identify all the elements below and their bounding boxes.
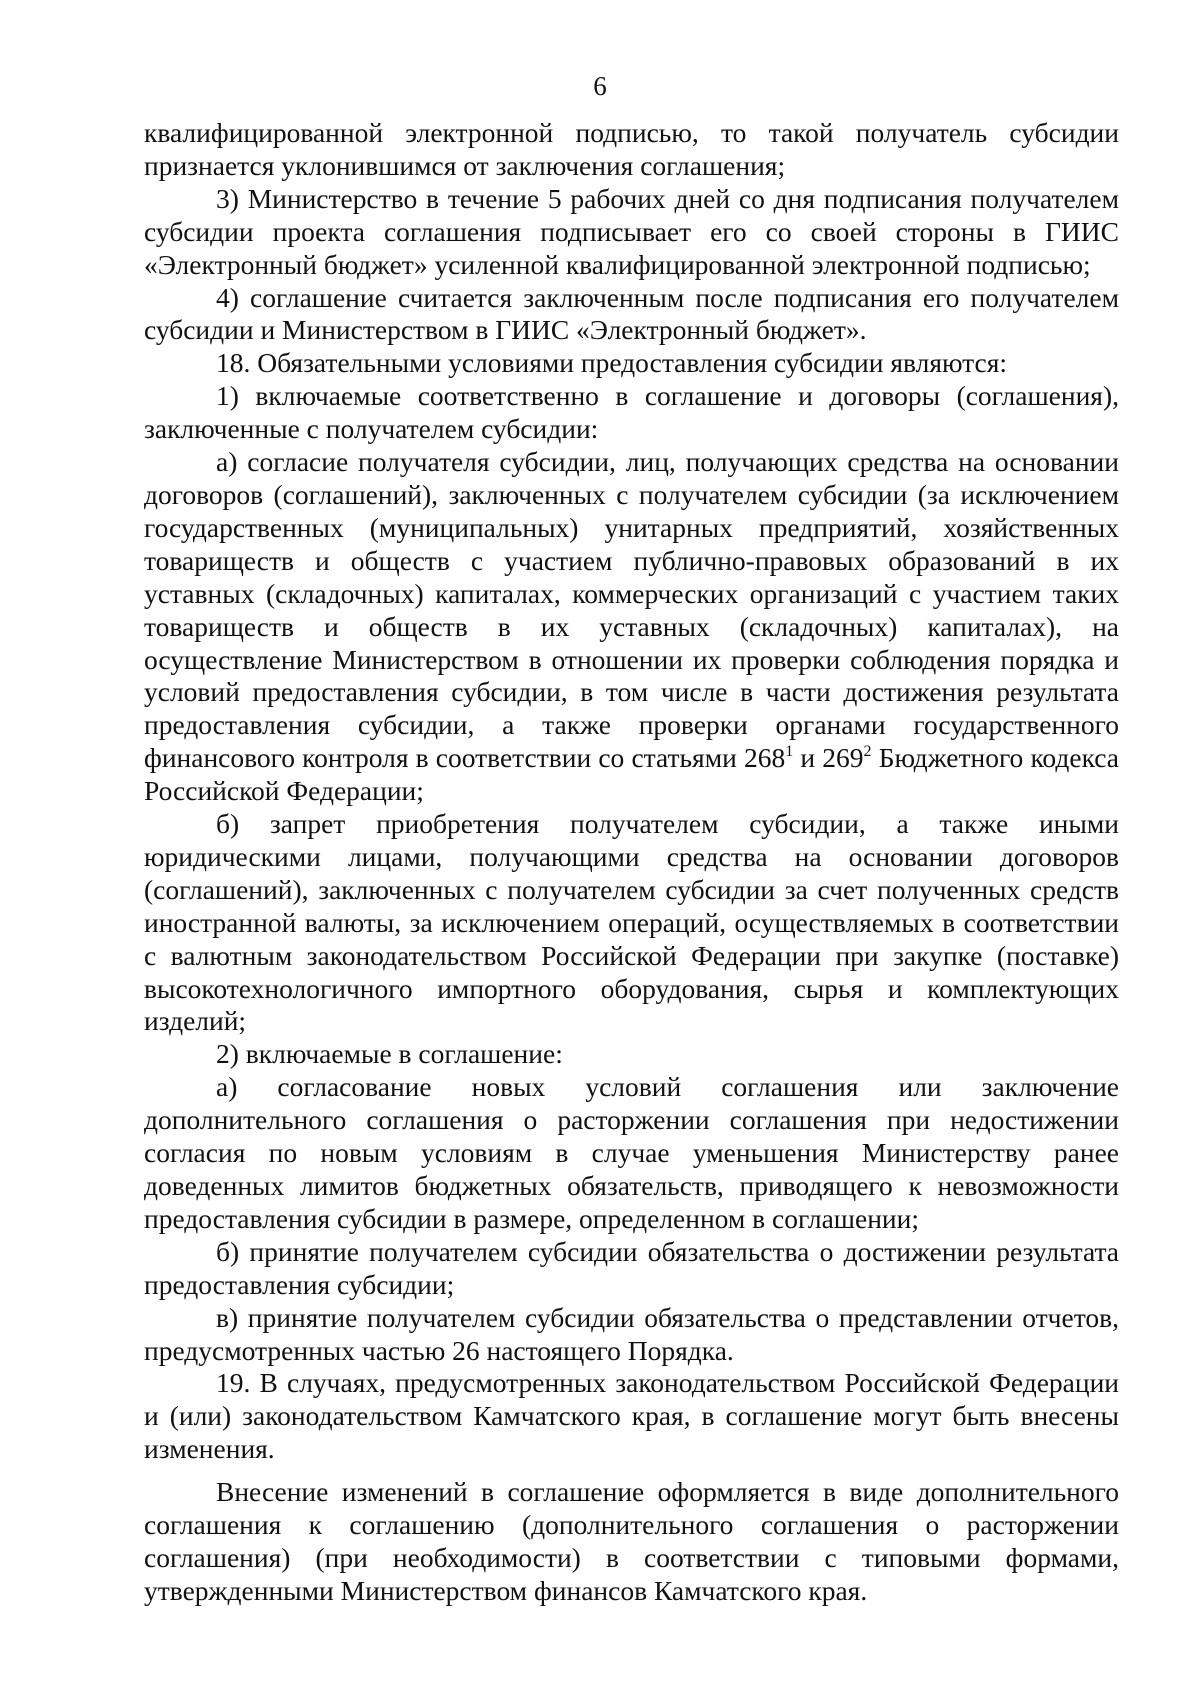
superscript-1: 1 [785,743,794,761]
subitem-a-text: а) согласие получателя субсидии, лиц, получающих средства на основании договоров (соглашений), заключенных с получателем субсидии (за исключением государственных (муниципальных) унитарных предприятий, хозяйственных товариществ и обществ с участием публично-правовых образований в их уставных (складочных) капиталах, коммерческих организаций с участием таких товариществ и обществ в их уставных (складочных) капиталах), на осуществление Министерством в отношении их проверки соблюдения порядка и условий предоставления субсидии, в том числе в части достижения результата предоставления субсидии, а также проверки органами государственного финансового контроля в соответствии со статьями 268 [144,446,1119,774]
superscript-2: 2 [863,743,872,761]
document-body [144,117,1119,1608]
paragraph-subitem-a [144,446,1119,808]
paragraph-subitem-b: б) запрет приобретения получателем субсидии, а также иными юридическими лицами, получающими средства на основании договоров (соглашений), заключенных с получателем субсидии за счет полученных средств иностранной валюты, за исключением операций, осуществляемых в соответствии с валютным законодательством Российской Федерации при закупке (поставке) высокотехнологичного импортного оборудования, сырья и комплектующих изделий; [144,808,1119,1037]
page-number: 6 [593,71,607,101]
paragraph-continuation: квалифицированной электронной подписью, то такой получатель субсидии признается уклонившимся от заключения соглашения; [144,117,1119,181]
paragraph-item-4: 4) соглашение считается заключенным после подписания его получателем субсидии и Министерством в ГИИС «Электронный бюджет». [144,281,1119,346]
paragraph-item-2-subitem-b: б) принятие получателем субсидии обязательства о достижении результата предоставления субсидии; [144,1235,1119,1300]
subitem-a-text-3: Бюджетного кодекса Российской Федерации; [144,742,1119,807]
paragraph-item-2-subitem-v: в) принятие получателем субсидии обязательства о представлении отчетов, предусмотренных частью 26 настоящего Порядка. [144,1301,1119,1366]
paragraph-amendments: Внесение изменений в соглашение оформляется в виде дополнительного соглашения к соглашению (дополнительного соглашения о расторжении соглашения) (при необходимости) в соответствии с типовыми формами, утвержденными Министерством финансов Камчатского края. [144,1476,1119,1606]
paragraph-clause-18-item-2: 2) включаемые в соглашение: [216,1038,563,1070]
paragraph-item-3: 3) Министерство в течение 5 рабочих дней со дня подписания получателем субсидии проекта соглашения подписывает его со своей стороны в ГИИС «Электронный бюджет» усиленной квалифицированной электронной подписью; [144,182,1119,280]
paragraph-clause-19: 19. В случаях, предусмотренных законодательством Российской Федерации и (или) законодательством Камчатского края, в соглашение могут быть внесены изменения. [144,1367,1119,1465]
paragraph-clause-18-item-1: 1) включаемые соответственно в соглашение и договоры (соглашения), заключенные с получателем субсидии: [144,380,1119,445]
paragraph-item-2-subitem-a: а) согласование новых условий соглашения или заключение дополнительного соглашения о расторжении соглашения при недостижении согласия по новым условиям в случае уменьшения Министерству ранее доведенных лимитов бюджетных обязательств, приводящего к невозможности предоставления субсидии в размере, определенном в соглашении; [144,1071,1119,1234]
subitem-a-text-2: и 269 [793,742,864,774]
paragraph-clause-18: 18. Обязательными условиями предоставления субсидии являются: [216,347,1008,379]
